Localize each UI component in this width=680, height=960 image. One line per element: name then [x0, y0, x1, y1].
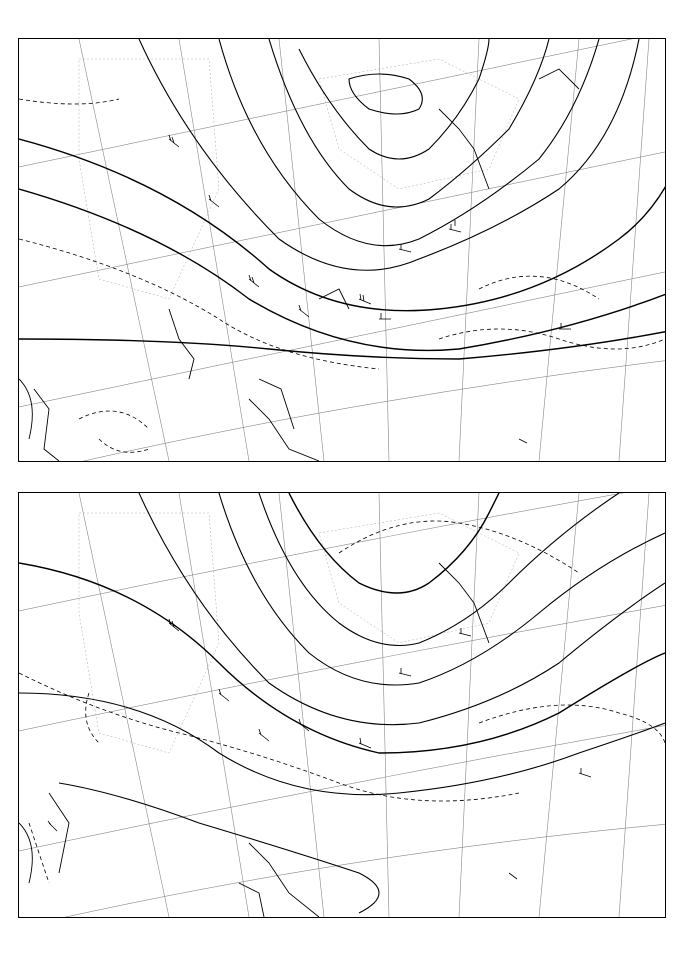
coastlines	[19, 69, 579, 461]
map-panel-500hpa	[18, 492, 666, 918]
isotherms-500	[19, 521, 665, 883]
land-shading-500	[79, 513, 519, 753]
map-500hpa	[19, 493, 665, 917]
coastlines-500	[19, 563, 489, 917]
graticule	[19, 39, 665, 461]
map-panel-300hpa	[18, 38, 666, 462]
height-contours	[19, 39, 665, 359]
wind-barbs-500	[48, 619, 591, 879]
land-shading	[79, 59, 519, 299]
height-contours-500	[19, 493, 665, 913]
map-300hpa	[19, 39, 665, 461]
